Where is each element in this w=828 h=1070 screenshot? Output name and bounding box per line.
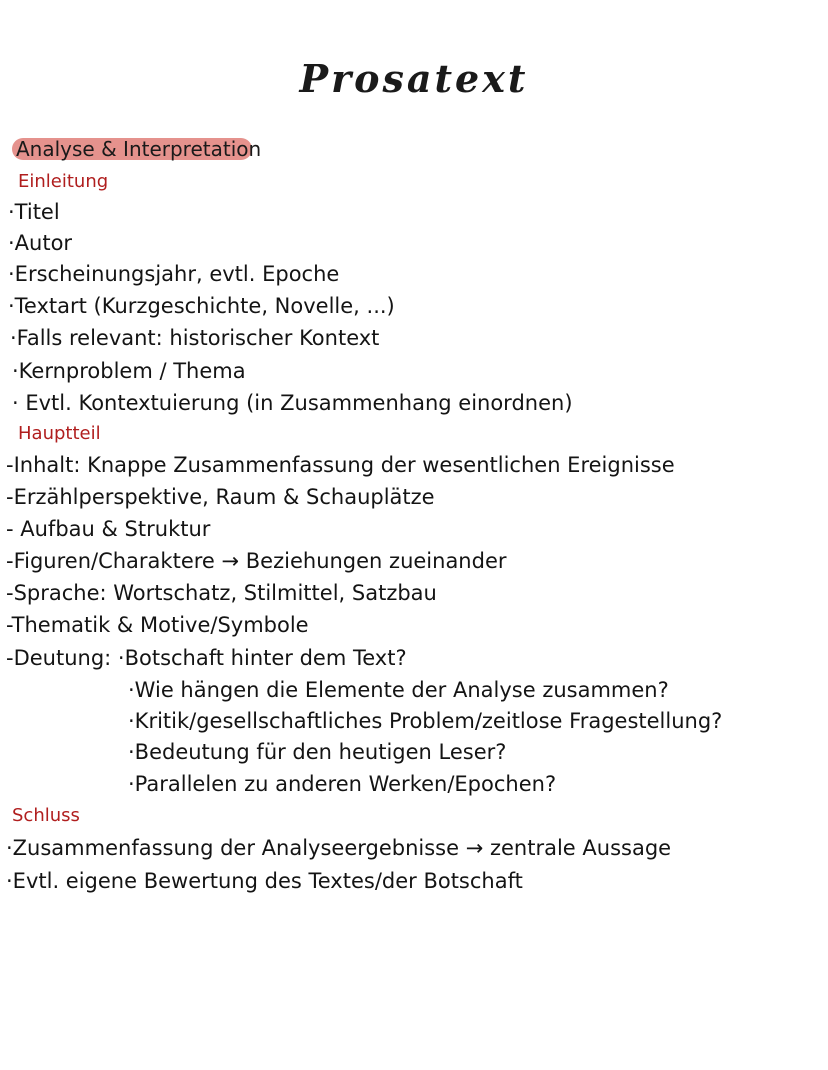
page-title: Prosatext <box>299 56 529 101</box>
list-item: -Sprache: Wortschatz, Stilmittel, Satzbau <box>6 581 437 605</box>
list-item: -Thematik & Motive/Symbole <box>6 613 309 637</box>
list-item: ·Erscheinungsjahr, evtl. Epoche <box>8 262 340 286</box>
list-item: ·Autor <box>8 231 73 255</box>
section-label-hauptteil: Hauptteil <box>18 423 101 444</box>
list-item: ·Textart (Kurzgeschichte, Novelle, ...) <box>8 294 395 318</box>
sub-list-item: ·Kritik/gesellschaftliches Problem/zeitlose Fragestellung? <box>128 709 723 733</box>
section-heading: Analyse & Interpretation <box>16 137 262 161</box>
list-item: - Aufbau & Struktur <box>6 517 211 541</box>
list-item: · Evtl. Kontextuierung (in Zusammenhang einordnen) <box>12 391 573 415</box>
section-label-schluss: Schluss <box>12 805 80 826</box>
list-item: ·Zusammenfassung der Analyseergebnisse → zentrale Aussage <box>6 836 672 860</box>
sub-list-item: ·Bedeutung für den heutigen Leser? <box>128 740 507 764</box>
list-item: ·Evtl. eigene Bewertung des Textes/der Botschaft <box>6 869 523 893</box>
list-item: ·Kernproblem / Thema <box>12 359 246 383</box>
list-item: -Erzählperspektive, Raum & Schauplätze <box>6 485 435 509</box>
list-item: -Inhalt: Knappe Zusammenfassung der wesentlichen Ereignisse <box>6 453 675 477</box>
list-item: -Deutung: ·Botschaft hinter dem Text? <box>6 646 407 670</box>
sub-list-item: ·Wie hängen die Elemente der Analyse zusammen? <box>128 678 669 702</box>
sub-list-item: ·Parallelen zu anderen Werken/Epochen? <box>128 772 557 796</box>
list-item: ·Falls relevant: historischer Kontext <box>10 326 380 350</box>
list-item: -Figuren/Charaktere → Beziehungen zueinander <box>6 549 507 573</box>
list-item: ·Titel <box>8 200 60 224</box>
section-label-einleitung: Einleitung <box>18 171 109 192</box>
